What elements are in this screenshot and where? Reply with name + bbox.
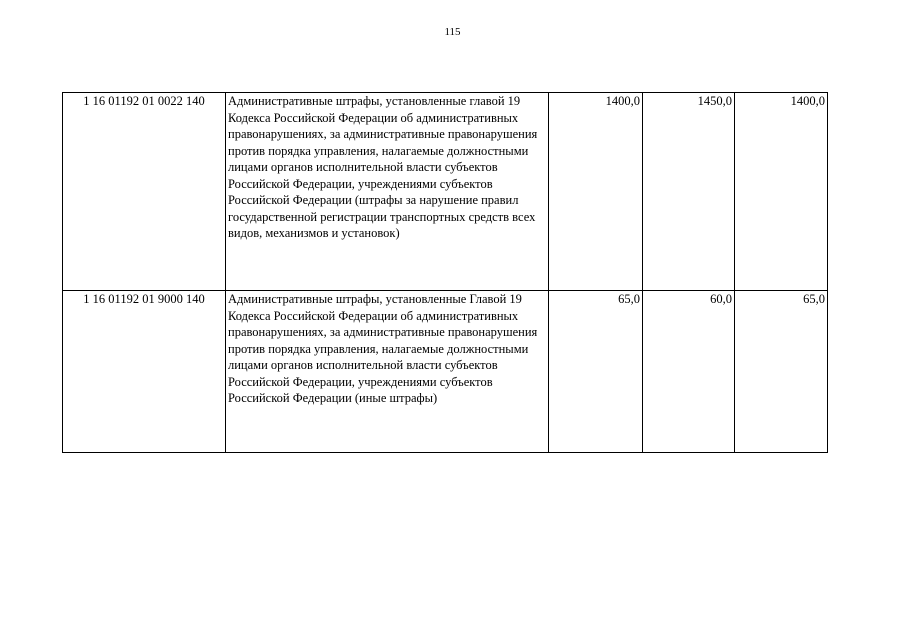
- budget-code-cell: 1 16 01192 01 0022 140: [63, 93, 226, 291]
- description-cell: Административные штрафы, установленные главой 19 Кодекса Российской Федерации об административных правонарушениях, за административные правонарушения против порядка управления, налагаемые должностными лицами органов исполнительной власти субъектов Российской Федерации, учреждениями субъектов Российской Федерации (штрафы за нарушение правил государственной регистрации транспортных средств всех видов, механизмов и установок): [226, 93, 549, 291]
- table-row: [63, 291, 828, 453]
- description-cell: Административные штрафы, установленные Главой 19 Кодекса Российской Федерации об административных правонарушениях, за административные правонарушения против порядка управления, налагаемые должностными лицами органов исполнительной власти субъектов Российской Федерации, учреждениями субъектов Российской Федерации (иные штрафы): [226, 291, 549, 453]
- budget-table: [62, 92, 828, 453]
- value-cell-year-2: 1450,0: [643, 93, 735, 291]
- value-cell-year-2: 60,0: [643, 291, 735, 453]
- table-row: [63, 93, 828, 291]
- value-cell-year-3: 65,0: [735, 291, 828, 453]
- value-cell-year-1: 65,0: [549, 291, 643, 453]
- value-cell-year-3: 1400,0: [735, 93, 828, 291]
- budget-code-cell: 1 16 01192 01 9000 140: [63, 291, 226, 453]
- page-number: 115: [444, 26, 461, 38]
- value-cell-year-1: 1400,0: [549, 93, 643, 291]
